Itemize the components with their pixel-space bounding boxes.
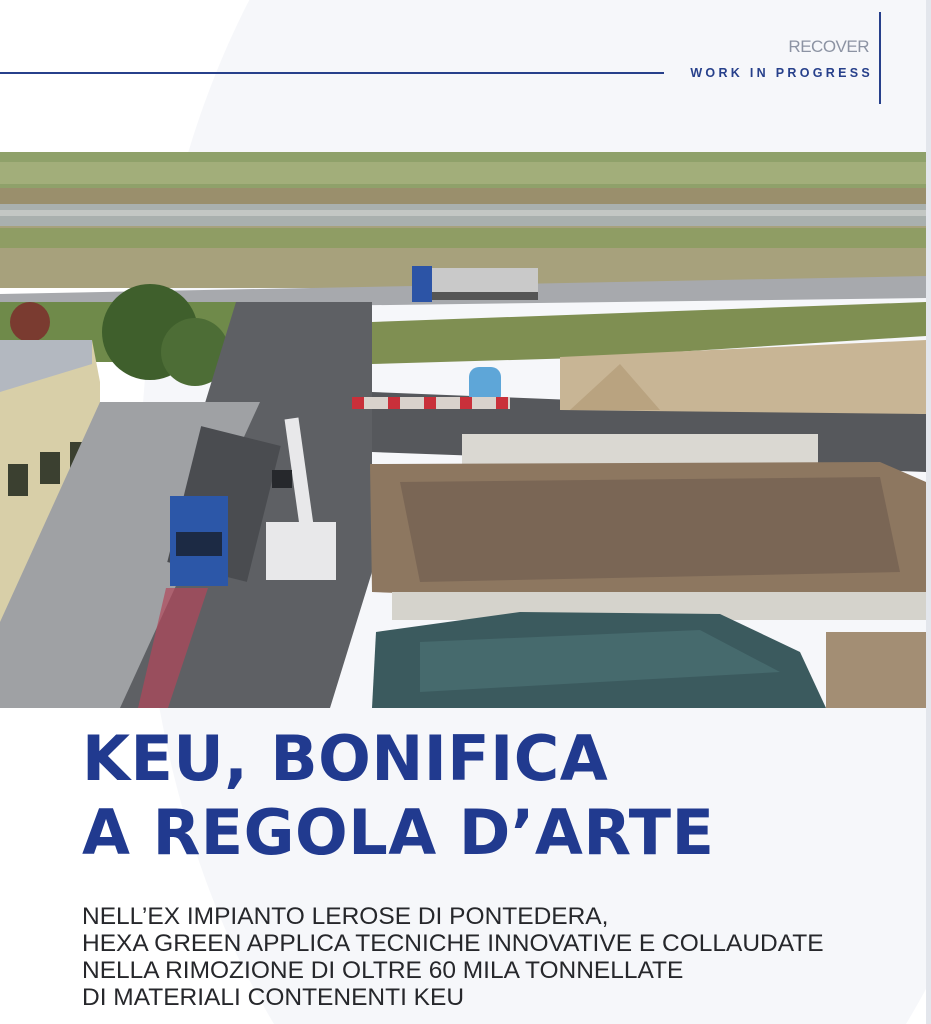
page-edge [926,0,931,1024]
subtitle-line: NELLA RIMOZIONE DI OLTRE 60 MILA TONNELLATE [82,957,684,984]
subtitle-line: HEXA GREEN APPLICA TECNICHE INNOVATIVE E COLLAUDATE [82,930,824,957]
article-subtitle [82,903,824,1011]
title-line: A REGOLA D’ARTE [82,796,715,869]
header-vertical-rule [879,12,881,104]
title-line: KEU, BONIFICA [82,722,609,795]
subtitle-line: DI MATERIALI CONTENENTI KEU [82,984,465,1011]
magazine-logo: RECOVER [788,37,869,56]
header-rule [0,72,664,74]
aerial-site-illustration [0,152,926,708]
article-title [82,722,714,870]
section-label: WORK IN PROGRESS [690,66,873,80]
aerial-site-photo [0,152,926,708]
page-header [0,0,931,150]
subtitle-line: NELL’EX IMPIANTO LEROSE DI PONTEDERA, [82,903,609,930]
